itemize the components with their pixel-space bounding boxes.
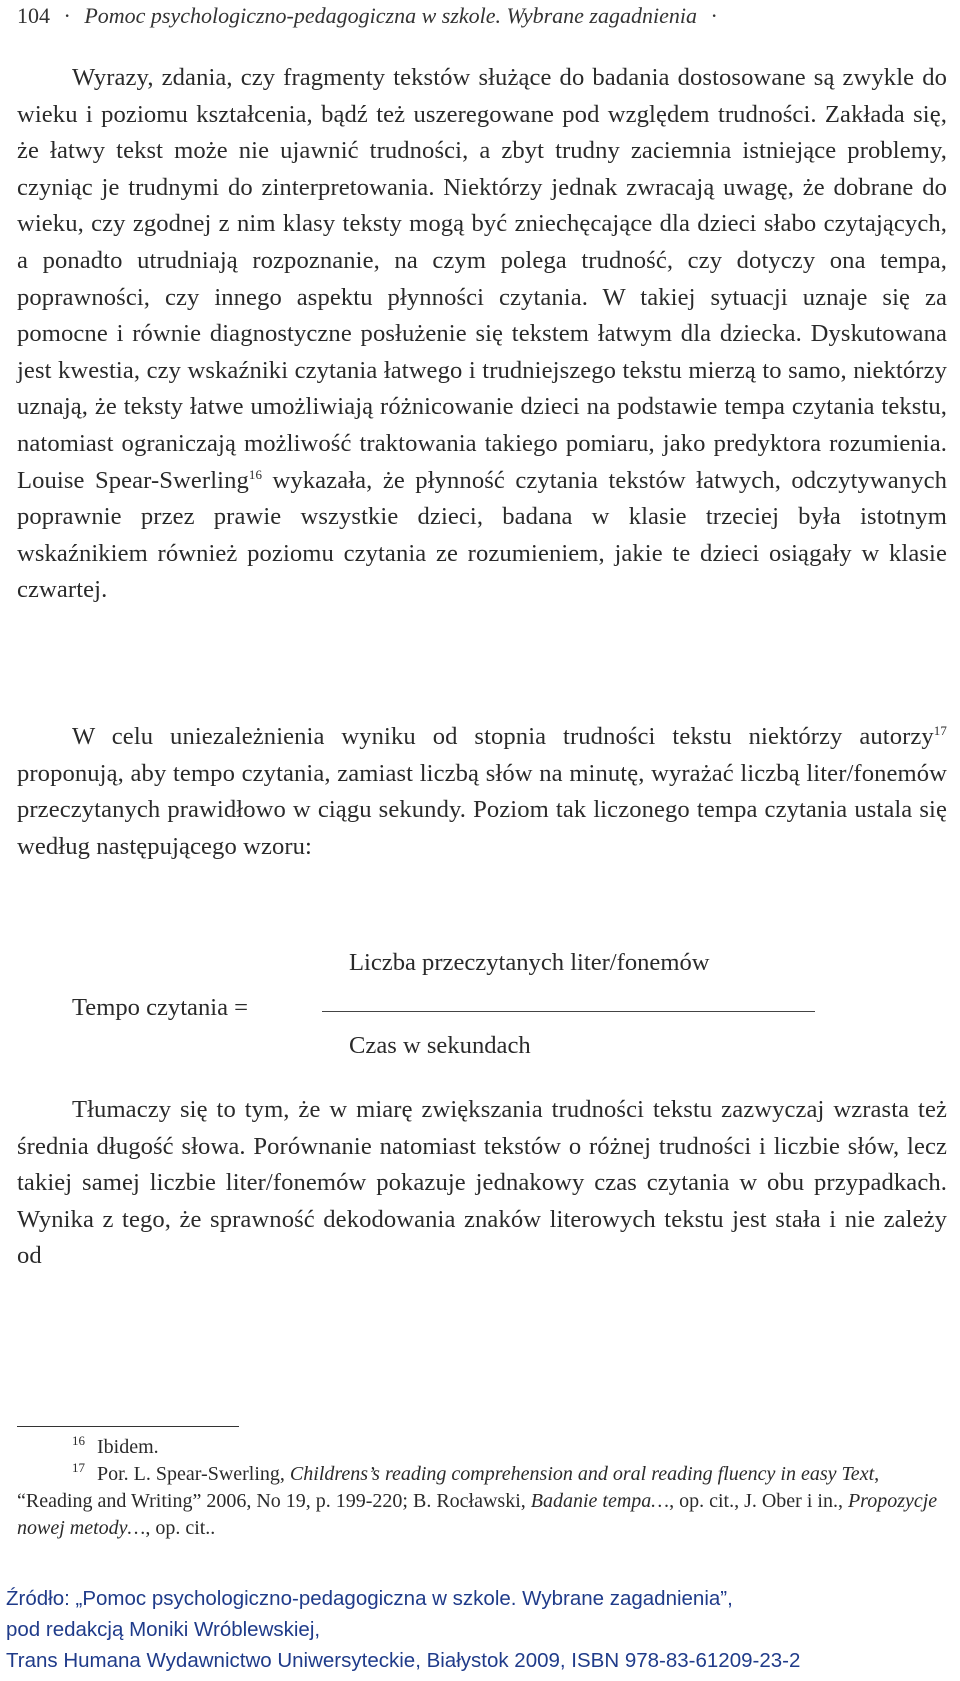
paragraph-2-text: W celu uniezależnienia wyniku od stopnia trudności tekstu niektórzy autorzy	[72, 723, 934, 750]
paragraph-3-text: Tłumaczy się to tym, że w miarę zwiększania trudności tekstu zazwyczaj wzrasta też średnia długość słowa. Porównanie natomiast tekstów o różnej trudności i liczbie słów, lecz takiej samej liczbie liter/fonemów pokazuje jednakowy czas czytania w obu przypadkach. Wynika z tego, że sprawność dekodowania znaków literowych tekstu jest stała i nie zależy od	[17, 1096, 947, 1270]
footnote-ref-17: 17	[933, 722, 947, 738]
footnote-17	[17, 1461, 947, 1542]
formula-denominator: Czas w sekundach	[349, 1032, 531, 1059]
footnote-text: , op. cit., J. Ober i in.,	[669, 1490, 848, 1512]
header-separator: ·	[63, 3, 71, 28]
footnotes	[17, 1434, 947, 1542]
footnote-number: 17	[72, 1460, 85, 1476]
footnote-text: Ibidem.	[97, 1436, 159, 1458]
paragraph-2-text-cont: proponują, aby tempo czytania, zamiast liczbą słów na minutę, wyrażać liczbą liter/fonemów przeczytanych prawidłowo w ciągu sekundy. Poziom tak liczonego tempa czytania ustala się według następującego wzoru:	[17, 759, 947, 860]
source-line-3: Trans Humana Wydawnictwo Uniwersyteckie, Białystok 2009, ISBN 978-83-61209-23-2	[6, 1649, 801, 1672]
body-paragraph-2	[17, 719, 947, 865]
reading-tempo-formula	[0, 948, 960, 1078]
footnote-divider	[17, 1426, 239, 1427]
header-separator-end: ·	[710, 3, 718, 28]
footnote-cited-title: Propozycje nowej metody…	[17, 1490, 938, 1539]
running-title: Pomoc psychologiczno-pedagogiczna w szkole. Wybrane zagadnienia	[84, 3, 697, 28]
footnote-16	[17, 1434, 947, 1461]
fraction-bar	[322, 1011, 815, 1012]
footnote-cited-title: Badanie tempa…	[530, 1490, 670, 1512]
footnote-ref-16: 16	[248, 466, 263, 482]
footnote-cited-title: Childrens’s reading comprehension and oral reading fluency in easy Text	[289, 1463, 875, 1485]
source-line-2: pod redakcją Moniki Wróblewskiej,	[6, 1618, 321, 1641]
running-header	[17, 2, 726, 30]
paragraph-1-text: Wyrazy, zdania, czy fragmenty tekstów służące do badania dostosowane są zwykle do wieku i poziomu kształcenia, bądź też uszeregowane pod względem trudności. Zakłada się, że łatwy tekst może nie ujawnić trudności, a zbyt trudny zaciemnia istniejące problemy, czyniąc je trudnymi do zinterpretowania. Niektórzy jednak zwracają uwagę, że dobrane do wieku, czy zgodnej z nim klasy teksty mogą być zniechęcające dla dzieci słabo czytających, a ponadto utrudniają rozpoznanie, na czym polega trudność, czy dotyczy ona tempa, poprawności, czy innego aspektu płynności czytania. W takiej sytuacji uznaje się za pomocne i równie diagnostyczne posłużenie się tekstem łatwym dla dziecka. Dyskutowana jest kwestia, czy wskaźniki czytania łatwego i trudniejszego tekstu mierzą to samo, niektórzy uznają, że teksty łatwe umożliwiają różnicowanie dzieci na podstawie tempa czytania tekstu, natomiast ograniczają możliwość traktowania takiego pomiaru, jako predyktora rozumienia. Louise Spear-Swerling	[17, 64, 947, 494]
footnote-number: 16	[72, 1433, 85, 1449]
source-citation	[6, 1583, 956, 1676]
footnote-text: Por. L. Spear-Swerling,	[97, 1463, 290, 1485]
body-paragraph-1	[17, 60, 947, 609]
formula-lhs: Tempo czytania =	[72, 994, 249, 1021]
footnote-text: , “Reading and Writing” 2006, No 19, p. 199-220; B. Rocławski,	[17, 1463, 880, 1512]
source-line-1: Źródło: „Pomoc psychologiczno-pedagogiczna w szkole. Wybrane zagadnienia”,	[6, 1587, 733, 1610]
paragraph-1-text-cont: wykazała, że płynność czytania tekstów łatwych, odczytywanych poprawnie przez prawie wszystkie dzieci, badana w klasie trzeciej była istotnym wskaźnikiem również poziomu czytania ze rozumieniem, jakie te dzieci osiągały w klasie czwartej.	[17, 466, 948, 604]
footnote-text: , op. cit..	[145, 1517, 216, 1539]
body-paragraph-3	[17, 1092, 947, 1275]
page-number: 104	[17, 3, 50, 28]
formula-numerator: Liczba przeczytanych liter/fonemów	[349, 949, 710, 976]
